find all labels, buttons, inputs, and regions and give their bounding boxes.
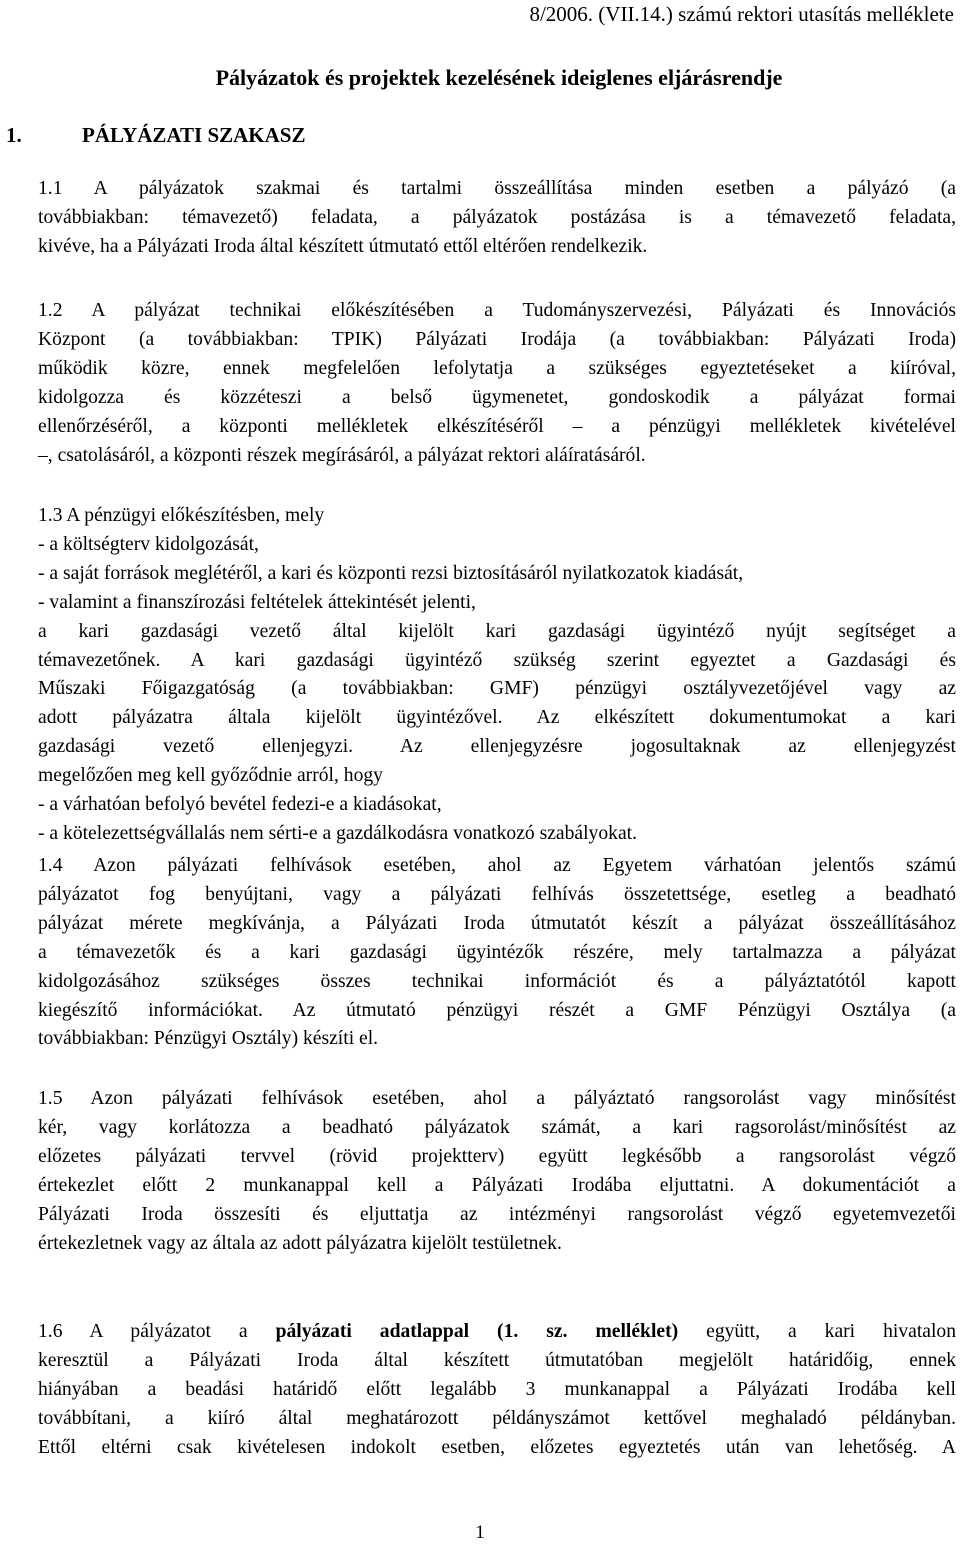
paragraph-line: kiegészítő információkat. Az útmutató pénzügyi részét a GMF Pénzügyi Osztálya (a [38, 999, 956, 1021]
paragraph-line: pályázat mérete megkívánja, a Pályázati Iroda útmutatót készít a pályázat összeállításához [38, 912, 956, 934]
paragraph-line: továbbiakban: Pénzügyi Osztály) készíti el. [38, 1028, 379, 1050]
paragraph-text: együtt, a kari hivatalon [678, 1321, 956, 1342]
paragraph-text: 1.6 A pályázatot a [38, 1321, 276, 1342]
paragraph-line: - a költségterv kidolgozását, [38, 533, 259, 555]
paragraph-1-2 [38, 297, 956, 470]
section-number: 1. [6, 123, 22, 147]
document-reference: 8/2006. (VII.14.) számú rektori utasítás melléklete [529, 2, 954, 26]
paragraph-line: - valamint a finanszírozási feltételek áttekintését jelenti, [38, 591, 476, 613]
document-title: Pályázatok és projektek kezelésének ideiglenes eljárásrendje [215, 65, 783, 90]
paragraph-line: 1.1 A pályázatok szakmai és tartalmi összeállítása minden esetben a pályázó (a [38, 178, 956, 199]
paragraph-1-1 [38, 175, 956, 262]
paragraph-line: értekezletnek vagy az általa az adott pályázatra kijelölt testületnek. [38, 1232, 562, 1254]
paragraph-line: 1.5 Azon pályázati felhívások esetében, ahol a pályáztató rangsorolást vagy minősítést [38, 1088, 956, 1109]
page-number: 1 [475, 1522, 485, 1543]
paragraph-line: adott pályázatra általa kijelölt ügyintézővel. Az elkészített dokumentumokat a kari [38, 707, 956, 729]
paragraph-line: Ettől eltérni csak kivételesen indokolt esetben, előzetes egyeztetés után van lehetőség. A [38, 1436, 956, 1458]
paragraph-line: - a kötelezettségvállalás nem sérti-e a gazdálkodásra vonatkozó szabályokat. [38, 822, 637, 844]
paragraph-line: hiányában a beadási határidő előtt legalább 3 munkanappal a Pályázati Irodába kell [38, 1378, 956, 1400]
paragraph-line: 1.3 A pénzügyi előkészítésben, mely [38, 505, 325, 526]
paragraph-line: - a várhatóan befolyó bevétel fedezi-e a kiadásokat, [38, 794, 442, 816]
paragraph-line: témavezetőnek. A kari gazdasági ügyintéző szükség szerint egyeztet a Gazdasági és [38, 649, 956, 671]
paragraph-line: 1.2 A pályázat technikai előkészítésében a Tudományszervezési, Pályázati és Innovációs [38, 300, 956, 321]
paragraph-line: megelőzően meg kell győződnie arról, hogy [38, 765, 383, 787]
paragraph-line: kér, vagy korlátozza a beadható pályázatok számát, a kari ragsorolást/minősítést az [38, 1116, 956, 1138]
paragraph-line: Műszaki Főigazgatóság (a továbbiakban: GMF) pénzügyi osztályvezetőjével vagy az [38, 678, 956, 700]
paragraph-line: Pályázati Iroda összesíti és eljuttatja az intézményi rangsorolást végző egyetemvezetői [38, 1203, 956, 1225]
paragraph-line: –, csatolásáról, a központi részek megírásáról, a pályázat rektori aláíratásáról. [38, 444, 646, 466]
paragraph-line: kidolgozza és közzéteszi a belső ügymenetet, gondoskodik a pályázat formai [38, 386, 956, 408]
paragraph-line: Központ (a továbbiakban: TPIK) Pályázati Irodája (a továbbiakban: Pályázati Iroda) [38, 328, 956, 350]
paragraph-1-4 [38, 852, 956, 1054]
paragraph-line: gazdasági vezető ellenjegyzi. Az ellenjegyzésre jogosultaknak az ellenjegyzést [38, 736, 956, 758]
section-label: PÁLYÁZATI SZAKASZ [82, 123, 306, 147]
paragraph-line: ellenőrzéséről, a központi mellékletek elkészítéséről – a pénzügyi mellékletek kivételével [38, 415, 956, 437]
paragraph-line: értekezlet előtt 2 munkanappal kell a Pályázati Irodába eljuttatni. A dokumentációt a [38, 1174, 956, 1196]
paragraph-line: kidolgozásához szükséges összes technikai információt és a pályáztatótól kapott [38, 970, 956, 992]
paragraph-line: a kari gazdasági vezető által kijelölt kari gazdasági ügyintéző nyújt segítséget a [38, 620, 956, 642]
paragraph-line: a témavezetők és a kari gazdasági ügyintézők részére, mely tartalmazza a pályázat [38, 941, 956, 963]
section-heading [6, 122, 305, 148]
paragraph-line: előzetes pályázati tervvel (rövid projektterv) együtt legkésőbb a rangsorolást végző [38, 1145, 956, 1167]
paragraph-line: 1.4 Azon pályázati felhívások esetében, ahol az Egyetem várhatóan jelentős számú [38, 855, 956, 876]
paragraph-1-5 [38, 1085, 956, 1258]
paragraph-line: továbbítani, a kiíró által meghatározott példányszámot kettővel meghaladó példányban. [38, 1407, 956, 1429]
paragraph-line: pályázatot fog benyújtani, vagy a pályázati felhívás összetettsége, esetleg a beadható [38, 883, 956, 905]
paragraph-line: működik közre, ennek megfelelően lefolytatja a szükséges egyeztetéseket a kiíróval, [38, 357, 956, 379]
paragraph-1-3 [38, 502, 956, 849]
paragraph-line: keresztül a Pályázati Iroda által készített útmutatóban megjelölt határidőig, ennek [38, 1349, 956, 1371]
bold-reference: pályázati adatlappal (1. sz. melléklet) [275, 1321, 679, 1342]
paragraph-line: kivéve, ha a Pályázati Iroda által készített útmutató ettől eltérően rendelkezik. [38, 235, 648, 257]
paragraph-line [38, 1318, 956, 1347]
paragraph-line: továbbiakban: témavezető) feladata, a pályázatok postázása is a témavezető feladata, [38, 206, 956, 228]
paragraph-1-6 [38, 1318, 956, 1463]
paragraph-line: - a saját források meglétéről, a kari és központi rezsi biztosításáról nyilatkozatok kiadását, [38, 562, 744, 584]
